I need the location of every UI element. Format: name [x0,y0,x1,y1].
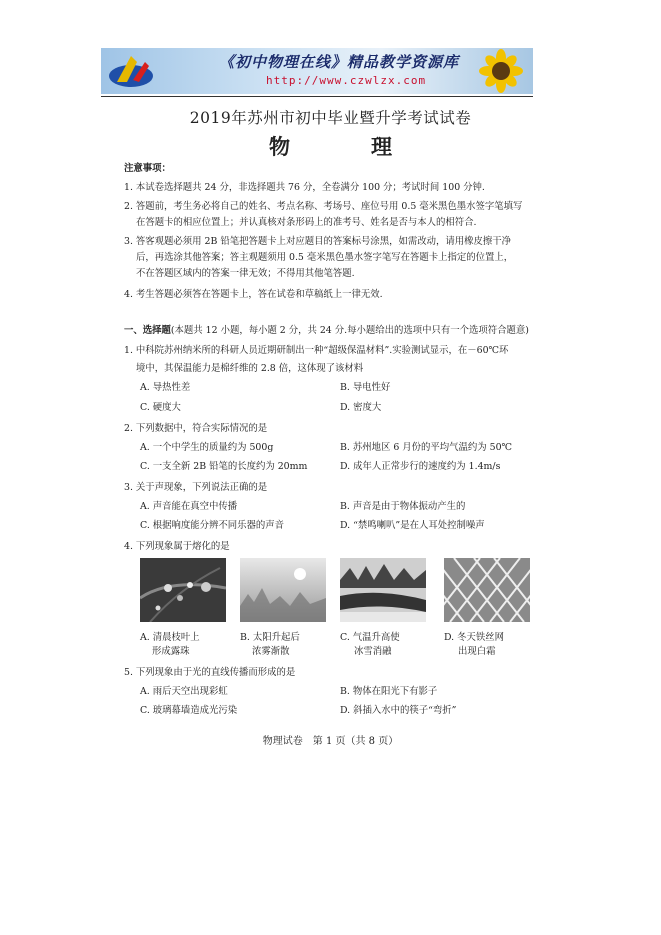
option-c: C. 气温升高使 [340,632,400,643]
exam-title: 2019年苏州市初中毕业暨升学考试试卷 [189,109,472,127]
option-c-line2: 冰雪消融 [354,646,392,657]
site-banner [101,48,533,94]
option-a: A. 导热性差 [140,382,191,393]
option-a: A. 清晨枝叶上 [140,632,200,643]
option-b: B. 物体在阳光下有影子 [340,686,438,697]
sunflower-icon [467,48,529,94]
subject-title: 物 理 [269,134,422,159]
option-d-line2: 出现白霜 [458,646,496,657]
option-c: C. 一支全新 2B 铅笔的长度约为 20mm [140,461,308,472]
notice-line: 1. 本试卷选择题共 24 分，非选择题共 76 分，全卷满分 100 分；考试时间 100 分钟. [124,182,485,193]
frost-on-wire-fence-photo [444,558,530,622]
option-a: A. 一个中学生的质量约为 500g [140,442,274,453]
option-a-line2: 形成露珠 [152,646,190,657]
notice-line: 不在答题区域内的答案一律无效；不得用其他笔答题. [136,268,355,279]
section-heading [124,325,529,337]
option-d: D. 斜插入水中的筷子“弯折” [340,705,457,716]
question-2-stem: 2. 下列数据中，符合实际情况的是 [124,423,268,434]
option-b-line2: 浓雾渐散 [252,646,290,657]
option-c: C. 根据响度能分辨不同乐器的声音 [140,520,285,531]
question-3-stem: 3. 关于声现象，下列说法正确的是 [124,482,268,493]
option-d: D. “禁鸣喇叭”是在人耳处控制噪声 [340,520,485,531]
dew-on-leaves-photo [140,558,226,622]
header-rule [101,96,533,97]
banner-url: http://www.czwlzx.com [266,74,427,87]
option-b: B. 导电性好 [340,382,391,393]
option-b: B. 苏州地区 6 月份的平均气温约为 50℃ [340,442,513,453]
option-c: C. 玻璃幕墙造成光污染 [140,705,238,716]
banner-title: 《初中物理在线》精品教学资源库 [219,53,460,71]
notice-line: 后，再选涂其他答案；答主观题须用 0.5 毫米黑色墨水签字笔写在答题卡上指定的位置上， [136,252,514,263]
option-d: D. 成年人正常步行的速度约为 1.4m/s [340,461,501,472]
notice-line: 2. 答题前，考生务必将自己的姓名、考点名称、考场号、座位号用 0.5 毫米黑色墨水签字笔填写 [124,201,523,212]
question-1-stem: 1. 中科院苏州纳米所的科研人员近期研制出一种“超级保温材料”.实验测试显示，在－60℃环 [124,345,509,356]
notice-line: 4. 考生答题必须答在答题卡上，答在试卷和草稿纸上一律无效. [124,289,383,300]
site-logo-icon [107,52,159,90]
section-heading-label: 一、选择题 [124,325,171,336]
option-b: B. 声音是由于物体振动产生的 [340,501,466,512]
option-b: B. 太阳升起后 [240,632,300,643]
notice-heading: 注意事项： [124,163,171,174]
section-heading-desc: (本题共 12 小题，每小题 2 分，共 24 分.每小题给出的选项中只有一个选项符合题意) [170,325,529,336]
option-a: A. 声音能在真空中传播 [140,501,238,512]
option-c: C. 硬度大 [140,402,181,413]
melting-snow-photo [340,558,426,622]
notice-line: 3. 答客观题必须用 2B 铅笔把答题卡上对应题目的答案标号涂黑，如需改动，请用橡皮擦干净 [124,236,511,247]
question-5-stem: 5. 下列现象由于光的直线传播而形成的是 [124,667,296,678]
morning-fog-photo [240,558,326,622]
option-a: A. 雨后天空出现彩虹 [140,686,228,697]
question-1-stem: 境中，其保温能力是棉纤维的 2.8 倍，这体现了该材料 [136,363,364,374]
question-4-stem: 4. 下列现象属于熔化的是 [124,541,230,552]
option-d: D. 冬天铁丝网 [444,632,505,643]
page-footer: 物理试卷 第 1 页（共 8 页） [262,736,399,747]
notice-line: 在答题卡的相应位置上；并认真核对条形码上的准考号、姓名是否与本人的相符合. [136,217,477,228]
option-d: D. 密度大 [340,402,382,413]
